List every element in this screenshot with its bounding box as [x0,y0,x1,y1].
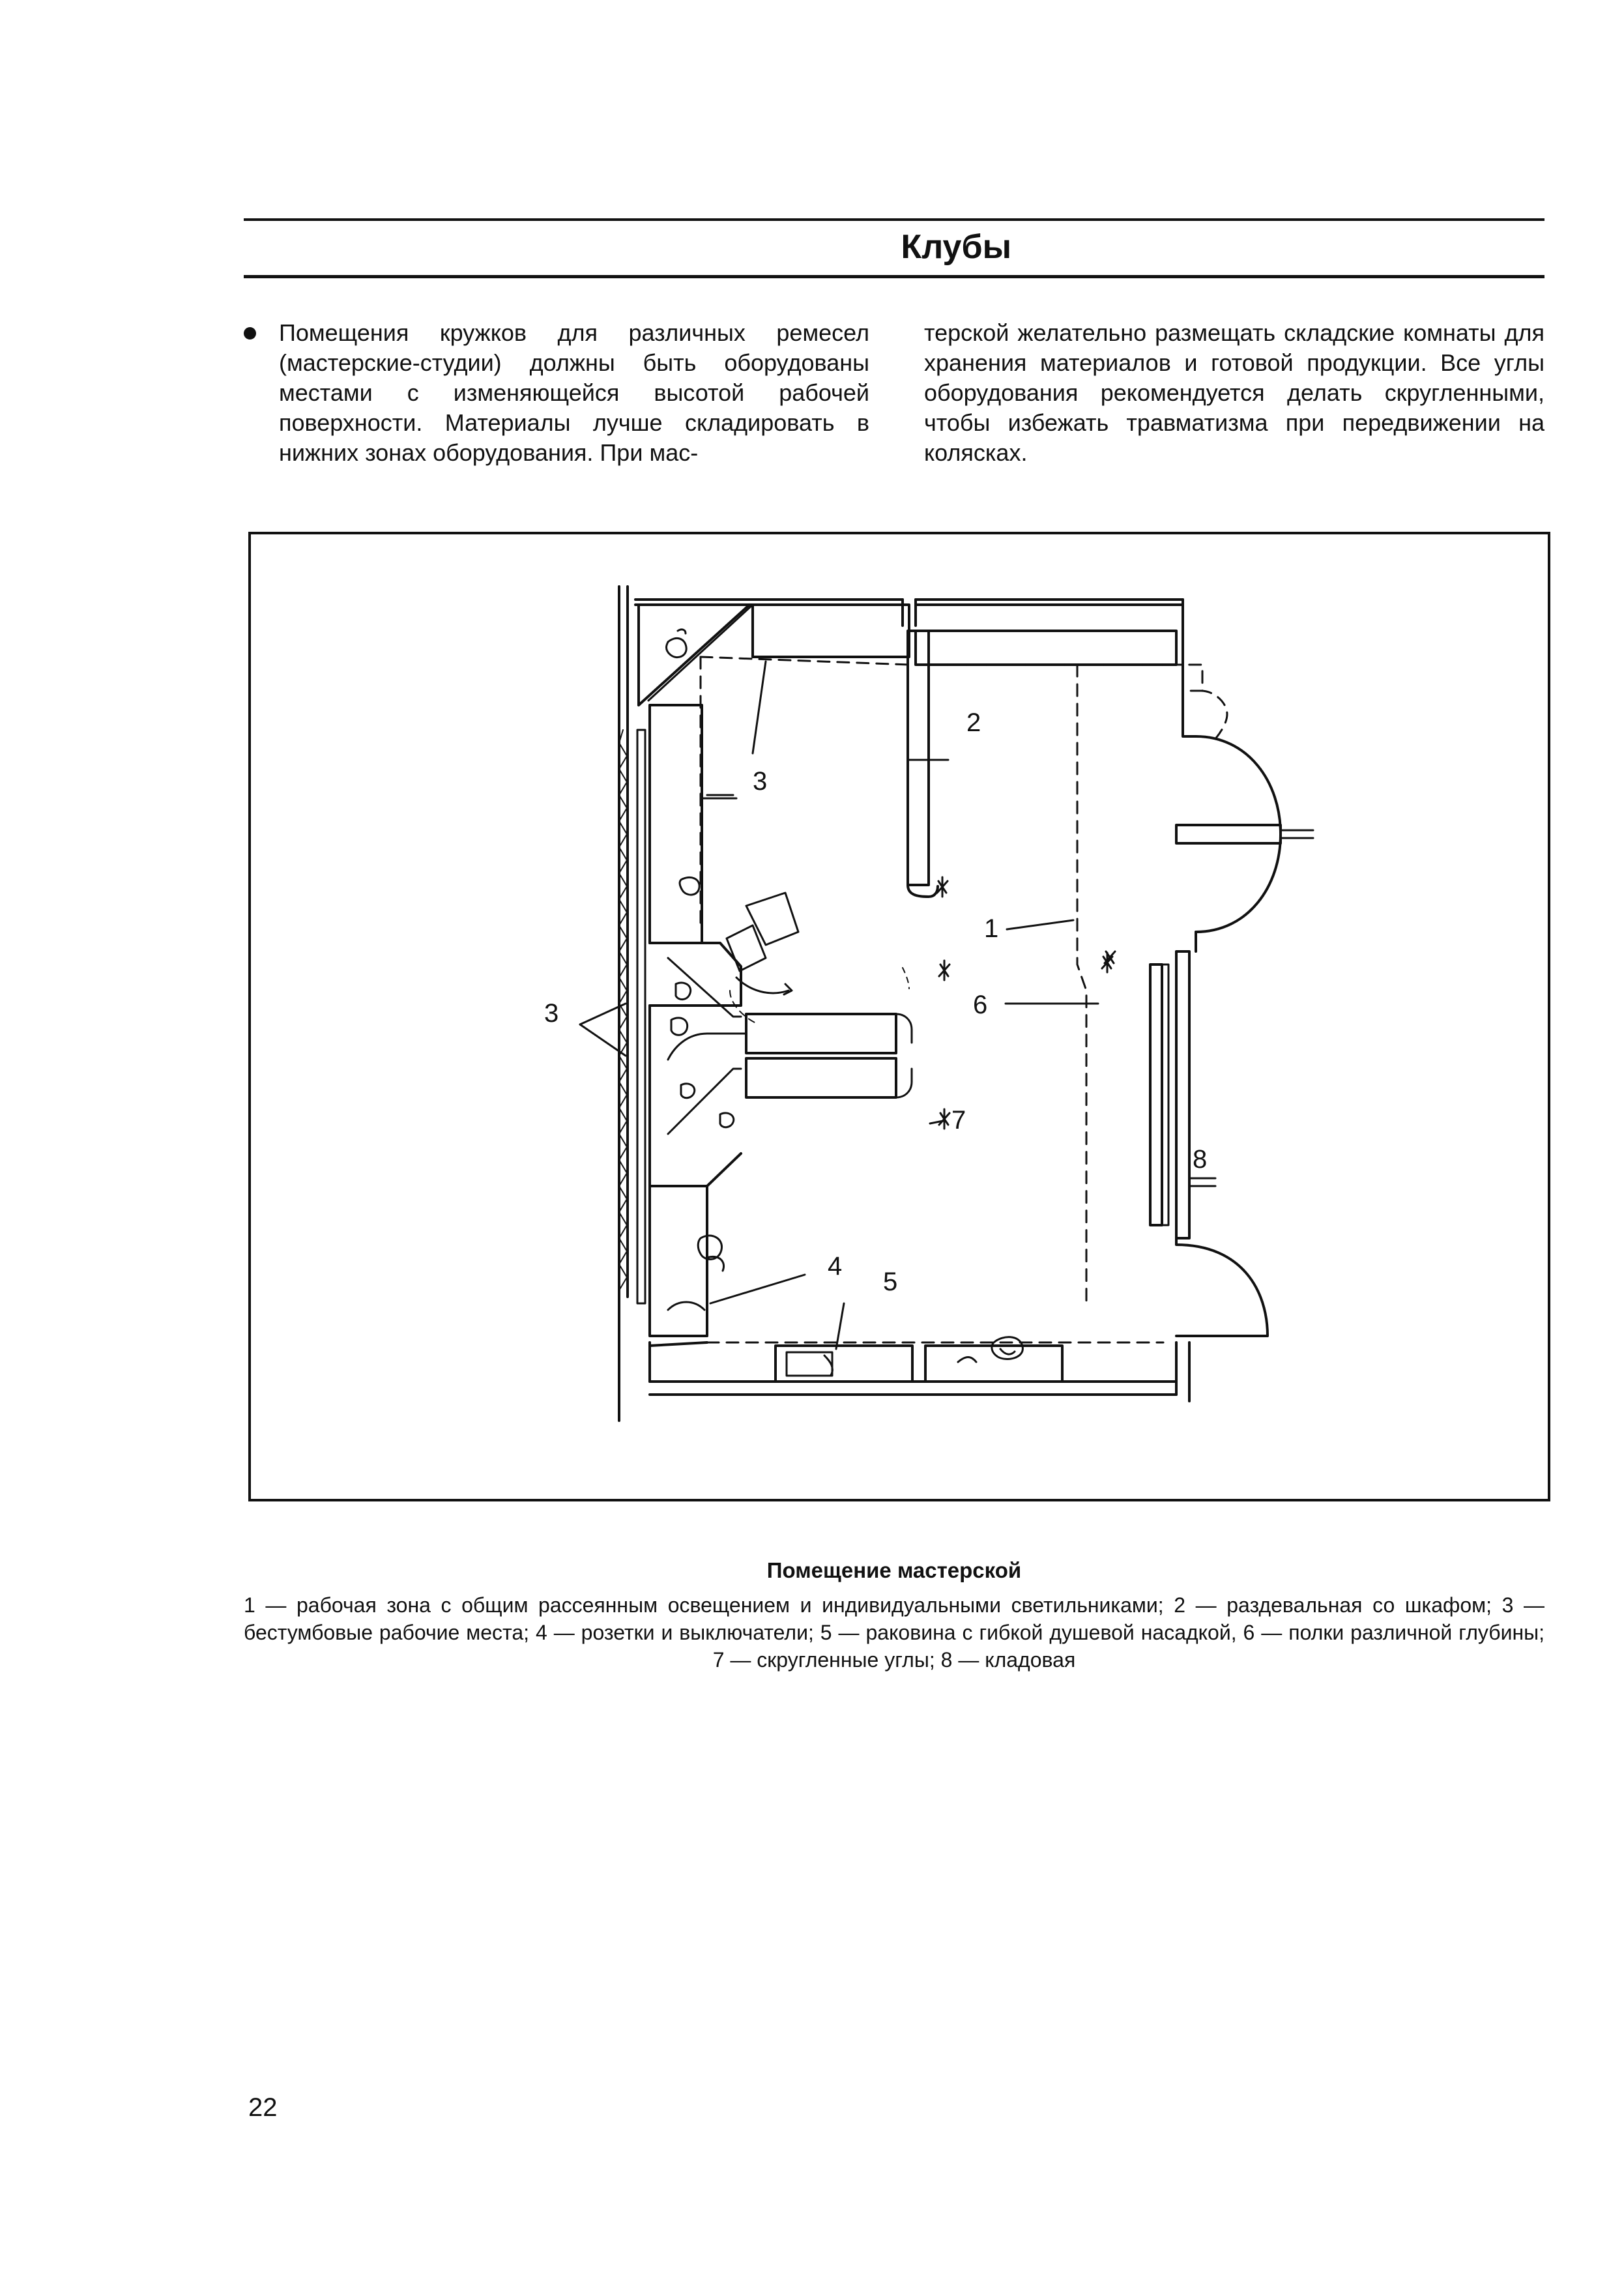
label-1: 1 [984,914,999,943]
label-3-top: 3 [753,767,768,796]
header-rule-bottom [244,275,1544,278]
intro-text-right: терской желательно размещать складские комнаты для хранения материалов и готовой продукции. Все углы оборудования рекомендуется делать скругленными, чтобы избежать травматизма при передвижении на колясках. [924,319,1544,466]
page-number: 22 [248,2093,278,2122]
floor-plan-labels [251,534,1548,1499]
header-rule-top [244,218,1544,221]
label-6: 6 [973,991,988,1019]
label-3-left: 3 [544,999,559,1028]
label-8: 8 [1193,1145,1208,1174]
figure-caption-legend: 1 — рабочая зона с общим рассеянным освещением и индивидуальными светильниками; 2 — раздевальная со шкафом; 3 — бестумбовые рабочие места; 4 — розетки и выключатели; 5 — раковина с гибкой душевой насадкой, 6 — полки различной глубины; 7 — скругленные углы; 8 — кладовая [244,1593,1544,1672]
label-5: 5 [883,1268,898,1296]
intro-text-left: Помещения кружков для различных ремесел (мастерские-студии) должны быть оборудованы местами с изменяющейся высотой рабочей поверхности. Материалы лучше складировать в нижних зонах оборудования. При мас- [279,319,869,466]
label-7: 7 [951,1106,966,1135]
figure-caption-title: Помещение мастерской [766,1558,1022,1582]
intro-column-left [244,318,869,468]
section-title: Клубы [901,228,1011,266]
label-4: 4 [828,1252,843,1281]
floor-plan-figure [248,532,1550,1501]
intro-column-right [924,318,1544,468]
bullet-icon [244,327,256,340]
label-2: 2 [966,708,981,737]
